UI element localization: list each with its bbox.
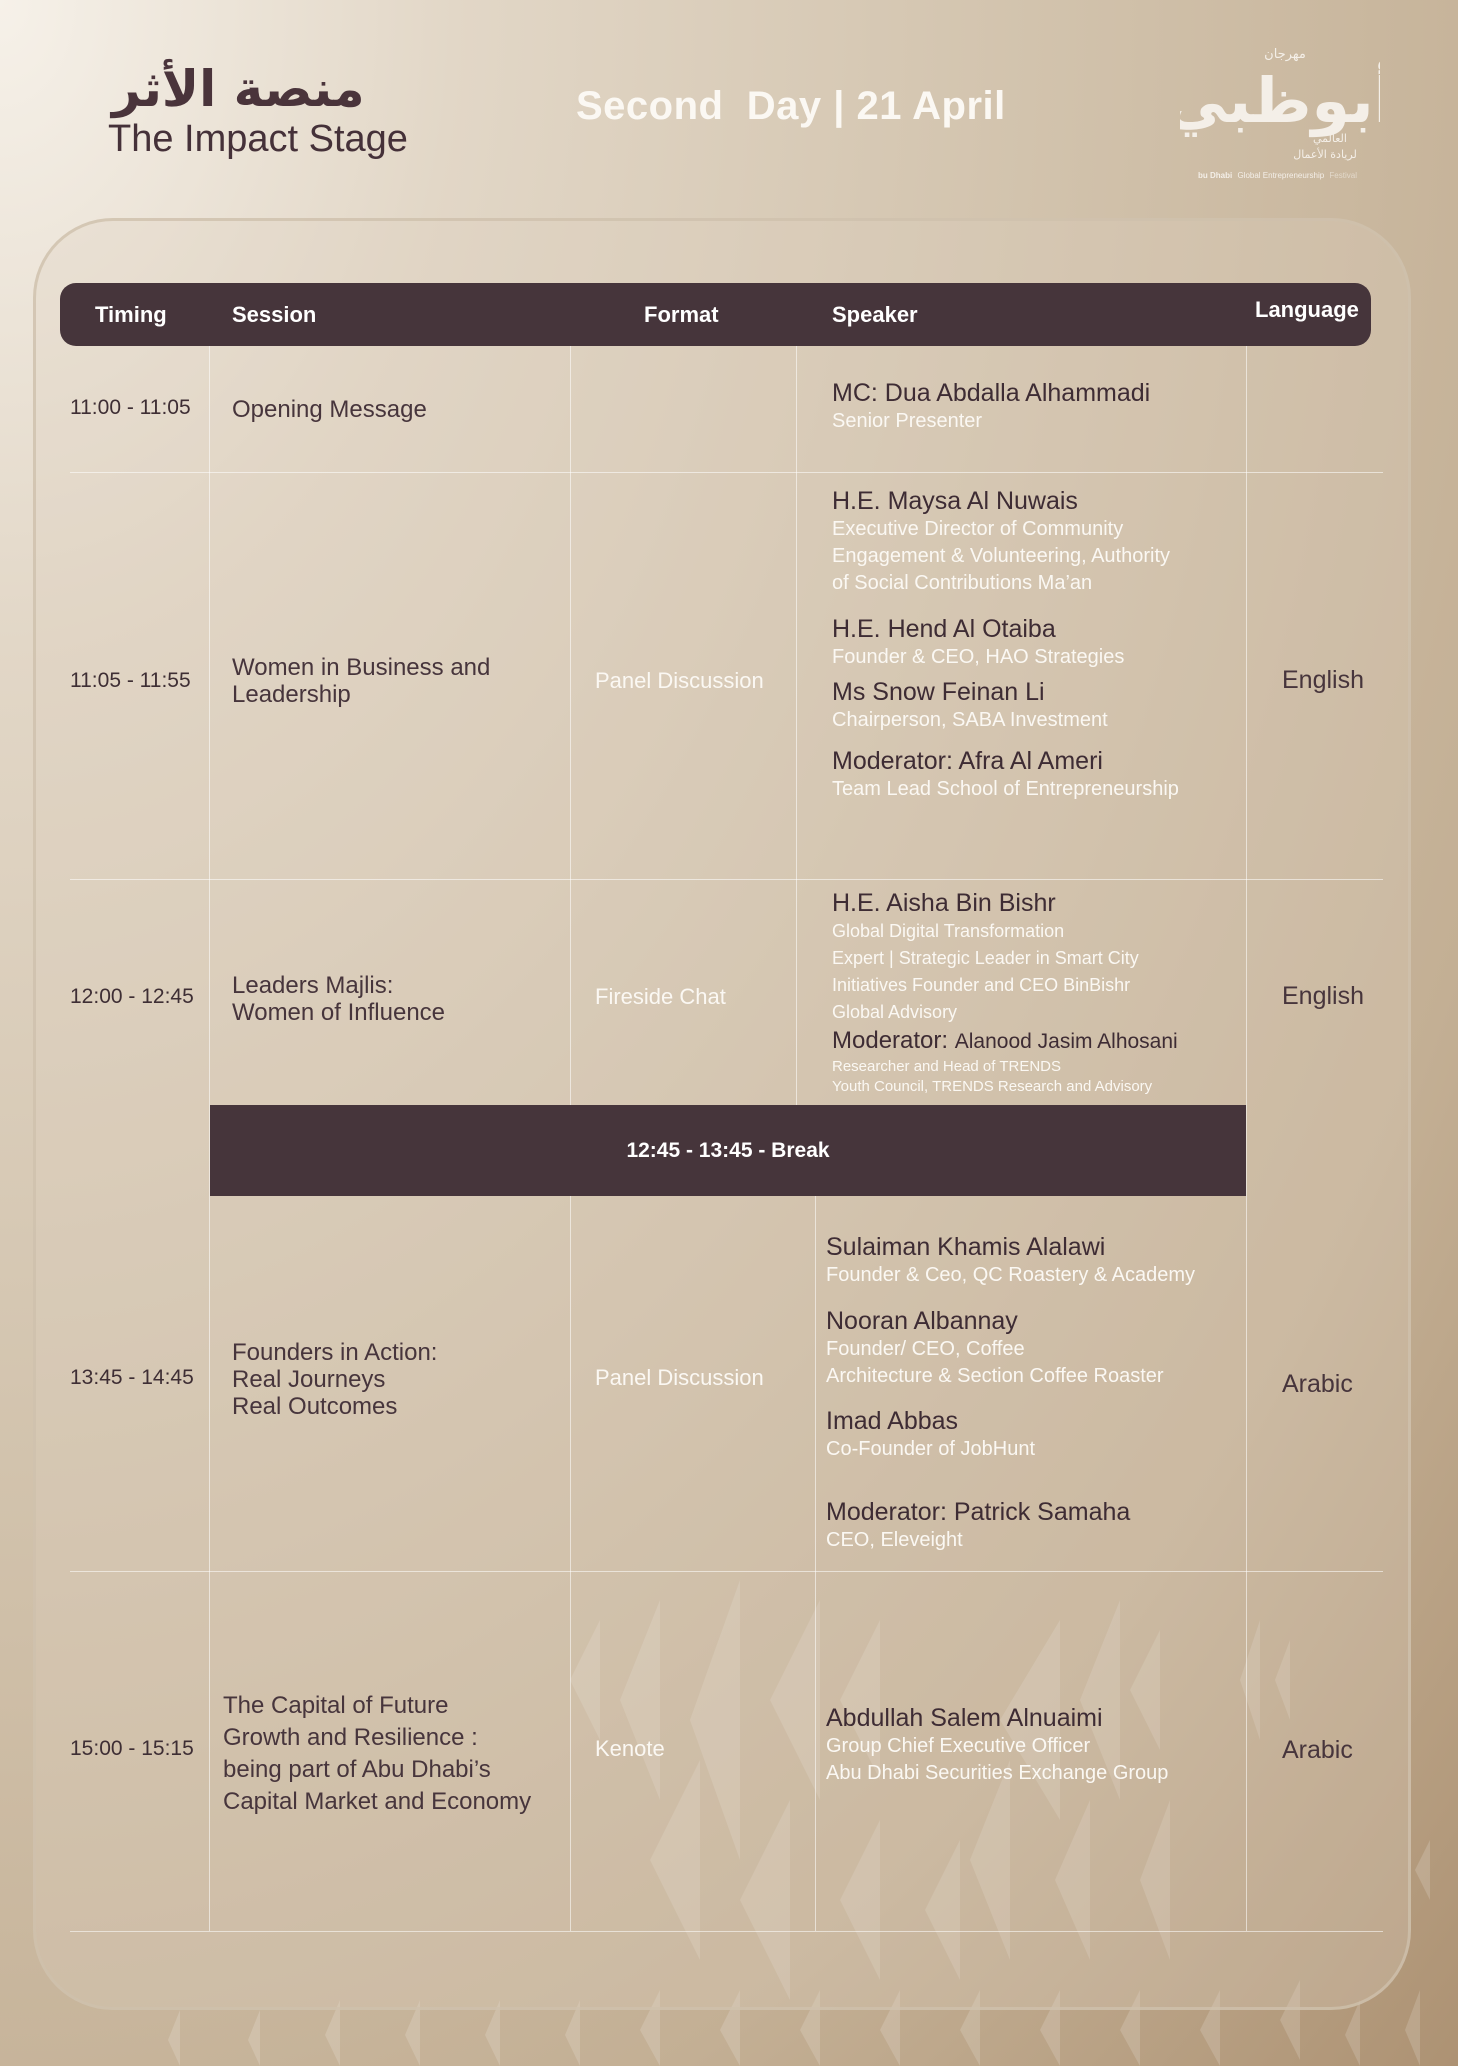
speaker-role-line: Researcher and Head of TRENDS	[832, 1058, 1061, 1075]
speaker-role: CEO, Eleveight	[826, 1529, 963, 1551]
row-timing: 11:00 - 11:05	[70, 396, 191, 419]
row-divider	[70, 1571, 1383, 1572]
column-divider	[570, 346, 571, 1105]
speaker-name: Sulaiman Khamis Alalawi	[826, 1233, 1106, 1261]
speaker-role-line: Expert | Strategic Leader in Smart City	[832, 948, 1139, 968]
speaker-entry	[832, 1026, 1178, 1097]
speaker-entry	[826, 1232, 1195, 1289]
speaker-role: Team Lead School of Entrepreneurship	[832, 778, 1179, 800]
session-line: Leadership	[232, 681, 351, 708]
logo-text-rest: Global Entrepreneurship	[1237, 171, 1325, 180]
session-line: Capital Market and Economy	[223, 1788, 532, 1815]
session-line: Women in Business and	[232, 654, 491, 681]
column-header-speaker: Speaker	[832, 302, 918, 327]
row-timing: 13:45 - 14:45	[70, 1366, 194, 1389]
speaker-role-line: Executive Director of Community	[832, 518, 1124, 540]
row-session	[232, 972, 445, 1026]
speaker-role-line: Founder/ CEO, Coffee	[826, 1338, 1025, 1360]
column-header-language: Language	[1255, 297, 1359, 322]
speaker-role-line: Abu Dhabi Securities Exchange Group	[826, 1762, 1169, 1784]
logo-text-bold: bu Dhabi	[1198, 171, 1233, 180]
session-line: Growth and Resilience :	[223, 1724, 478, 1751]
session-line: The Capital of Future	[223, 1692, 449, 1719]
speaker-entry	[832, 378, 1150, 435]
row-session	[223, 1690, 531, 1818]
speaker-entry	[826, 1703, 1168, 1787]
speaker-role-line: Initiatives Founder and CEO BinBishr	[832, 975, 1131, 995]
session-line: Founders in Action:	[232, 1339, 438, 1366]
speaker-entry	[832, 746, 1179, 803]
speaker-name: H.E. Aisha Bin Bishr	[832, 889, 1056, 917]
column-header-timing: Timing	[95, 302, 167, 327]
column-header-session: Session	[232, 302, 317, 327]
stage-title: The Impact Stage	[108, 118, 408, 160]
speaker-role-line: of Social Contributions Ma’an	[832, 572, 1093, 594]
moderator-label: Moderator:	[832, 1027, 949, 1054]
speaker-role-line: Global Digital Transformation	[832, 921, 1065, 941]
session-line: Women of Influence	[232, 999, 446, 1026]
speaker-entry	[832, 486, 1170, 597]
logo-arabic-top: مهرجان	[1264, 47, 1306, 62]
speaker-name: Alanood Jasim Alhosani	[954, 1030, 1178, 1053]
speaker-name: H.E. Maysa Al Nuwais	[832, 487, 1078, 515]
stage-title-arabic: منصة الأثر	[112, 60, 365, 118]
column-header-format: Format	[644, 302, 719, 327]
speaker-name: Abdullah Salem Alnuaimi	[826, 1704, 1103, 1732]
speaker-entry	[826, 1406, 1035, 1463]
speaker-entry	[826, 1306, 1164, 1390]
table-header	[60, 283, 1371, 346]
column-divider	[815, 1196, 816, 1931]
row-language: English	[1282, 982, 1364, 1010]
row-session	[232, 654, 490, 708]
session-line: Leaders Majlis:	[232, 972, 394, 999]
row-format: Fireside Chat	[595, 984, 726, 1009]
speaker-role: Chairperson, SABA Investment	[832, 709, 1108, 731]
session-line: Real Outcomes	[232, 1393, 398, 1420]
festival-logo	[1180, 34, 1380, 184]
logo-arabic-main: بوظبي	[1180, 64, 1374, 137]
speaker-name: Moderator: Afra Al Ameri	[832, 747, 1103, 775]
row-divider	[70, 879, 1383, 880]
speaker-role: Founder & CEO, HAO Strategies	[832, 646, 1125, 668]
row-language: English	[1282, 666, 1364, 694]
speaker-entry	[826, 1497, 1130, 1554]
logo-arabic-sub1: العالمي	[1313, 132, 1347, 145]
speaker-role-line: Youth Council, TRENDS Research and Advisory	[832, 1078, 1153, 1095]
break-bar: 12:45 - 13:45 - Break	[210, 1105, 1246, 1196]
speaker-entry	[832, 614, 1124, 671]
speaker-role-line: Engagement & Volunteering, Authority	[832, 545, 1171, 567]
speaker-role-line: Architecture & Section Coffee Roaster	[826, 1365, 1164, 1387]
row-language: Arabic	[1282, 1370, 1353, 1398]
speaker-role: Founder & Ceo, QC Roastery & Academy	[826, 1264, 1196, 1286]
speaker-name: Nooran Albannay	[826, 1307, 1018, 1335]
row-timing: 15:00 - 15:15	[70, 1737, 194, 1760]
row-timing: 11:05 - 11:55	[70, 669, 191, 692]
speaker-name: Ms Snow Feinan Li	[832, 678, 1045, 706]
row-divider	[70, 472, 1383, 473]
speaker-entry	[832, 888, 1139, 1026]
row-format: Kenote	[595, 1736, 665, 1761]
speaker-role: Senior Presenter	[832, 410, 983, 432]
svg-text:bu Dhabi Global Entrepre	[1198, 171, 1357, 180]
speaker-role-line: Global Advisory	[832, 1002, 958, 1022]
row-session	[232, 1339, 437, 1420]
row-format: Panel Discussion	[595, 668, 764, 693]
speaker-role-line: Group Chief Executive Officer	[826, 1735, 1091, 1757]
day-heading: Second Day | 21 April	[576, 84, 1006, 128]
speaker-name: Moderator: Patrick Samaha	[826, 1498, 1131, 1526]
column-divider	[1246, 346, 1247, 1931]
logo-arabic-sub2: لريادة الأعمال	[1293, 148, 1357, 161]
column-divider	[796, 346, 797, 1105]
row-divider	[70, 1931, 1383, 1932]
speaker-role: Co-Founder of JobHunt	[826, 1438, 1036, 1460]
row-timing: 12:00 - 12:45	[70, 985, 194, 1008]
speaker-name: H.E. Hend Al Otaiba	[832, 615, 1056, 643]
speaker-entry	[832, 677, 1108, 734]
row-format: Panel Discussion	[595, 1365, 764, 1390]
session-line: Real Journeys	[232, 1366, 386, 1393]
speaker-name: Imad Abbas	[826, 1407, 959, 1435]
session-line: being part of Abu Dhabi’s	[223, 1756, 491, 1783]
column-divider	[570, 1196, 571, 1931]
speaker-name: MC: Dua Abdalla Alhammadi	[832, 379, 1151, 407]
logo-text-end: Festival	[1329, 171, 1357, 180]
row-session: Opening Message	[232, 396, 427, 423]
row-language: Arabic	[1282, 1736, 1353, 1764]
